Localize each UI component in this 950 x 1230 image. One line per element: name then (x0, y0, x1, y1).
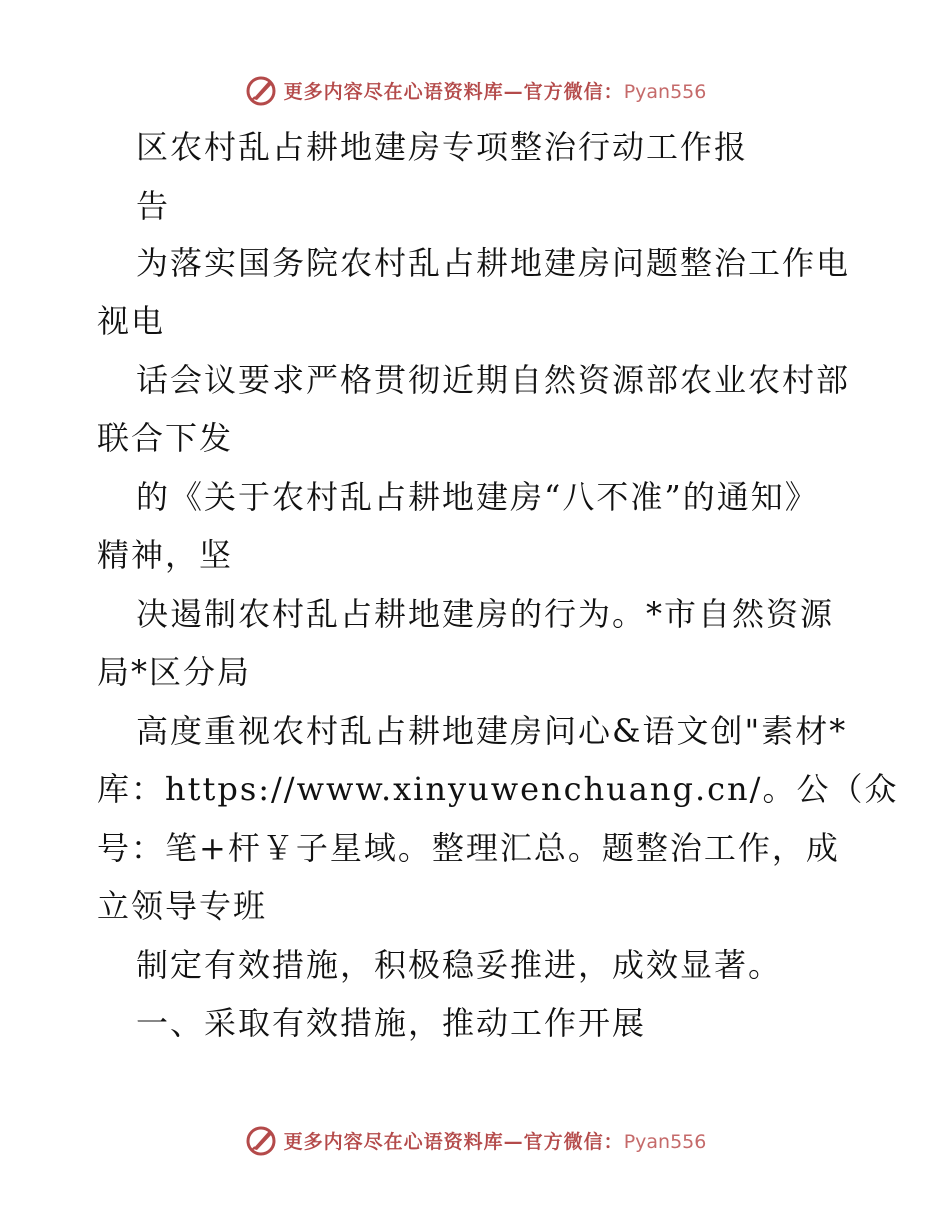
paragraph-line: 制定有效措施，积极稳妥推进，成效显著。 (136, 946, 783, 984)
doc-title-line-1: 区农村乱占耕地建房专项整治行动工作报 (136, 128, 749, 166)
paragraph-line: 精神，坚 (97, 536, 234, 574)
quill-logo-icon (244, 1123, 278, 1157)
banner-dash: — (503, 80, 524, 103)
paragraph-line: 为落实国务院农村乱占耕地建房问题整治工作电 (136, 244, 851, 282)
banner-wechat-label: 官方微信： (523, 1130, 624, 1153)
banner-text (284, 1127, 707, 1154)
section-heading: 一、采取有效措施，推动工作开展 (136, 1004, 647, 1042)
paragraph-line: 库：https://www.xinyuwenchuang.cn/。公（众 (97, 770, 899, 808)
paragraph-line: 立领导专班 (97, 887, 268, 925)
doc-title-line-2: 告 (136, 187, 171, 225)
paragraph-line: 话会议要求严格贯彻近期自然资源部农业农村部 (136, 361, 851, 399)
banner-dash: — (503, 1130, 524, 1153)
quill-logo-icon (244, 73, 278, 107)
paragraph-line: 决遏制农村乱占耕地建房的行为。*市自然资源 (136, 595, 835, 633)
banner-wechat-label: 官方微信： (523, 80, 624, 103)
paragraph-line: 视电 (97, 302, 166, 340)
footer-banner (0, 1120, 950, 1160)
banner-content (244, 73, 707, 107)
paragraph-line: 联合下发 (97, 419, 234, 457)
banner-wechat-id: Pyan556 (623, 80, 707, 103)
banner-text (284, 77, 707, 104)
paragraph-line: 高度重视农村乱占耕地建房问心&语文创"素材* (136, 712, 848, 750)
paragraph-line: 的《关于农村乱占耕地建房“八不准”的通知》 (136, 478, 819, 516)
banner-title: 更多内容尽在心语资料库 (283, 80, 504, 103)
paragraph-line: 局*区分局 (97, 653, 252, 691)
header-banner (0, 70, 950, 110)
paragraph-line: 号：笔+杆￥子星域。整理汇总。题整治工作，成 (97, 829, 840, 867)
banner-wechat-id: Pyan556 (623, 1130, 707, 1153)
banner-title: 更多内容尽在心语资料库 (283, 1130, 504, 1153)
banner-content (244, 1123, 707, 1157)
